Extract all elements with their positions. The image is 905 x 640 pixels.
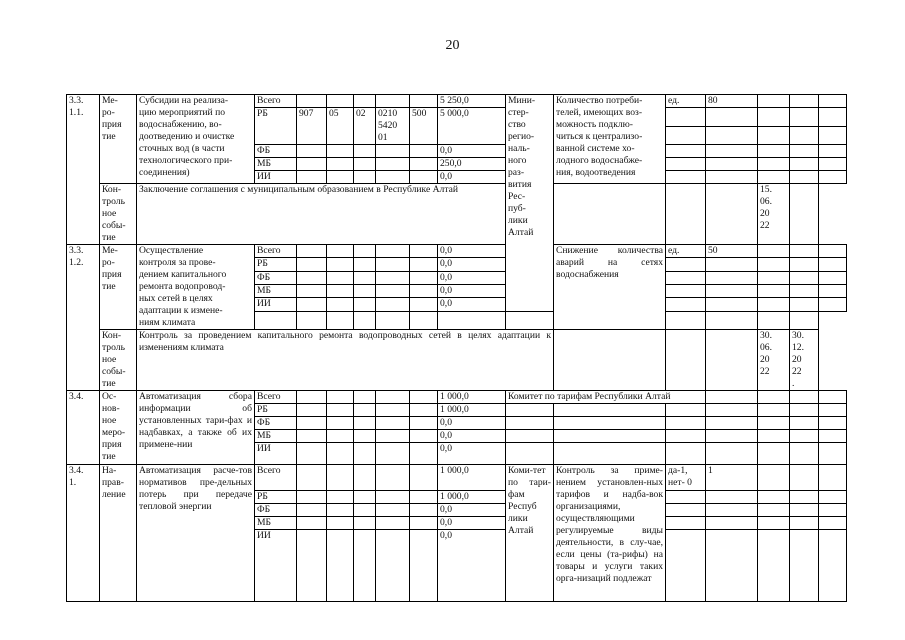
executor: Комитет по тарифам Республики Алтай <box>506 391 706 404</box>
indicator: Количество потреби- телей, имеющих воз- можность подклю- читься к централизо- ванной системе хо- лодного водоснабже- ния, водоотведения <box>554 95 666 184</box>
source-label: РБ <box>255 258 297 271</box>
source-label: МБ <box>255 158 297 171</box>
indicator: Контроль за приме-нением установлен-ных тарифов и надба-вок организациями, осуществляющими регулируемые виды деятельности, в слу-чае, если цены (та-рифы) на товары и услуги таких орга-низаций подлежат <box>554 465 666 602</box>
table-row <box>67 245 847 258</box>
executor: Коми-тет по тари-фам Респуб лики Алтай <box>506 465 554 602</box>
table-row <box>67 391 847 404</box>
target-value: 50 <box>706 245 758 258</box>
source-label: Всего <box>255 465 297 491</box>
source-label: МБ <box>255 284 297 297</box>
table-row <box>67 330 847 391</box>
amount: 5 000,0 <box>438 108 506 145</box>
row-number: 3.3. 1.2. <box>67 245 100 391</box>
amount: 0,0 <box>438 258 506 271</box>
amount: 0,0 <box>438 517 506 530</box>
row-type: Ме- ро- прия тие <box>100 245 137 330</box>
page-number: 20 <box>445 38 460 53</box>
source-label: РБ <box>255 404 297 417</box>
amount: 1 000,0 <box>438 404 506 417</box>
target-value: 1 <box>706 465 758 491</box>
row-description: Осуществление контроля за прове- дением капитального ремонта водопровод- ных сетей в целях адаптации к измене- ниям климата <box>137 245 255 330</box>
event-date: 30. 12. 20 22 . <box>790 330 819 391</box>
source-label: МБ <box>255 430 297 443</box>
row-type: На- прав- ление <box>100 465 137 602</box>
event-date: 15. 06. 20 22 <box>758 184 790 245</box>
code: 500 <box>410 108 438 145</box>
amount: 0,0 <box>438 530 506 602</box>
row-description: Автоматизация расче-тов нормативов пре-дельных потерь при передаче тепловой энергии <box>137 465 255 602</box>
amount: 0,0 <box>438 443 506 465</box>
amount: 0,0 <box>438 245 506 258</box>
source-label: ФБ <box>255 417 297 430</box>
code: 05 <box>327 108 354 145</box>
event-date: 30. 06. 20 22 <box>758 330 790 391</box>
row-description: Субсидии на реализа- цию мероприятий по водоснабжению, во- доотведению и очистке сточных вод (в части технологического при- соединения) <box>137 95 255 184</box>
indicator: Снижение количества аварий на сетях водоснабжения <box>554 245 666 330</box>
code: 0210 5420 01 <box>376 108 410 145</box>
source-label: ФБ <box>255 504 297 517</box>
amount: 0,0 <box>438 171 506 184</box>
source-label: ИИ <box>255 298 297 311</box>
source-label: Всего <box>255 391 297 404</box>
row-description: Автоматизация сбора информации об установленных тари-фах и надбавках, а также об их примене-нии <box>137 391 255 465</box>
amount: 1 000,0 <box>438 465 506 491</box>
event-description: Контроль за проведением капитального ремонта водопроводных сетей в целях адаптации к изменениям климата <box>137 330 554 391</box>
unit: ед. <box>666 95 706 108</box>
event-description: Заключение соглашения с муниципальным образованием в Республике Алтай <box>137 184 506 245</box>
amount: 1 000,0 <box>438 491 506 504</box>
event-type: Кон- троль ное собы- тие <box>100 184 137 245</box>
amount: 0,0 <box>438 284 506 297</box>
amount: 5 250,0 <box>438 95 506 108</box>
executor: Мини- стер- ство регио- наль- ного раз- вития Рес- пуб- лики Алтай <box>506 95 554 312</box>
code: 02 <box>354 108 376 145</box>
amount: 0,0 <box>438 298 506 311</box>
source-label: Всего <box>255 95 297 108</box>
row-number: 3.4. <box>67 391 100 465</box>
table-row <box>67 95 847 108</box>
source-label: ИИ <box>255 171 297 184</box>
row-number: 3.4. 1. <box>67 465 100 602</box>
table-row <box>67 184 847 245</box>
amount: 0,0 <box>438 504 506 517</box>
amount: 1 000,0 <box>438 391 506 404</box>
amount: 0,0 <box>438 145 506 158</box>
code: 907 <box>297 108 327 145</box>
unit: да-1, нет- 0 <box>666 465 706 491</box>
unit: ед. <box>666 245 706 258</box>
amount: 250,0 <box>438 158 506 171</box>
source-label: ИИ <box>255 530 297 602</box>
row-type: Ос- нов- ное меро- прия тие <box>100 391 137 465</box>
target-value: 80 <box>706 95 758 108</box>
source-label: РБ <box>255 491 297 504</box>
row-number: 3.3. 1.1. <box>67 95 100 245</box>
source-label: МБ <box>255 517 297 530</box>
amount: 0,0 <box>438 417 506 430</box>
source-label: ИИ <box>255 443 297 465</box>
event-type: Кон- троль ное собы- тие <box>100 330 137 391</box>
amount: 0,0 <box>438 430 506 443</box>
table-row <box>67 465 847 491</box>
source-label: Всего <box>255 245 297 258</box>
row-type: Ме- ро- прия тие <box>100 95 137 184</box>
amount: 0,0 <box>438 271 506 284</box>
source-label: ФБ <box>255 145 297 158</box>
source-label: ФБ <box>255 271 297 284</box>
program-table <box>66 94 847 602</box>
source-label: РБ <box>255 108 297 145</box>
